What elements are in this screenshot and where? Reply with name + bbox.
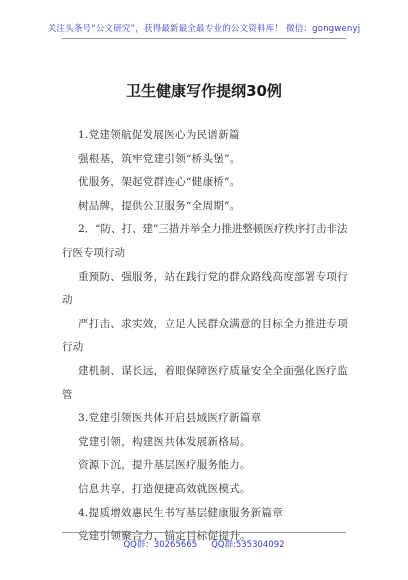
paragraph: 1.党建领航促发展医心为民谱新篇 — [78, 129, 240, 141]
page-header: 关注头条号“公文研究”，获得最新最全最专业的公文资料库！ 微信：gongwenyj — [47, 24, 361, 34]
document-body — [62, 124, 348, 549]
paragraph: 4.提质增效惠民生书写基层健康服务新篇章 — [78, 506, 284, 519]
footer-divider — [62, 532, 346, 533]
footer-qq-group-2: QQ群:535304092 — [211, 540, 285, 550]
paragraph: 2．“防、打、建”三措并举全力推进整顿医疗秩序打击非法行医专项行动 — [62, 223, 348, 259]
paragraph: 党建引领，构建医共体发展新格局。 — [78, 435, 251, 448]
paragraph: 重预防、强服务，站在践行党的群众路线高度部署专项行动 — [62, 270, 348, 307]
paragraph: 建机制、谋长远，着眼保障医疗质量安全全面强化医疗监管 — [62, 364, 348, 401]
paragraph: 优服务，架起党群连心“健康桥”。 — [78, 176, 241, 189]
paragraph: 3.党建引领医共体开启县域医疗新篇章 — [78, 412, 262, 425]
paragraph: 信息共享，打造便捷高效就医模式。 — [78, 482, 251, 495]
paragraph: 强根基，筑牢党建引领“桥头堡”。 — [78, 152, 241, 165]
footer-qq-group-1: QQ群：30265665 — [123, 540, 198, 550]
document-title: 卫生健康写作提纲30例 — [126, 82, 282, 100]
paragraph: 树品牌，提供公卫服务“全周期”。 — [78, 199, 241, 212]
paragraph: 党建引领聚合力，锚定目标促提升。 — [78, 530, 251, 543]
paragraph: 严打击、求实效，立足人民群众满意的目标全力推进专项行动 — [62, 317, 348, 354]
paragraph: 资源下沉，提升基层医疗服务能力。 — [78, 459, 251, 472]
header-divider — [62, 38, 346, 39]
page-footer — [0, 538, 408, 550]
